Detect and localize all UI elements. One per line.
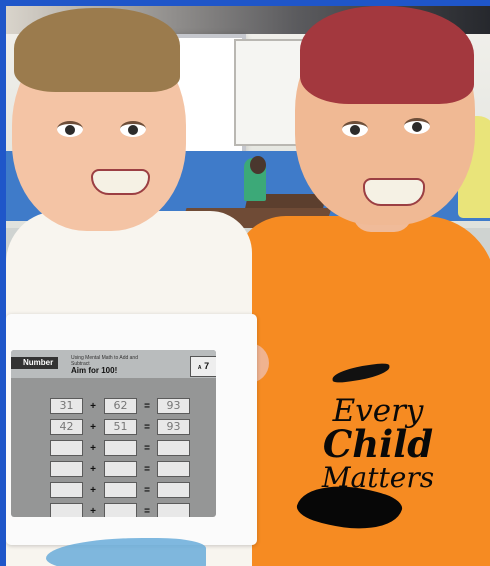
row-1-plus: + <box>90 401 96 412</box>
shirt-message <box>298 393 458 494</box>
row-1-left-cell: 31 <box>50 398 83 414</box>
row-5-plus: + <box>90 485 96 496</box>
classroom-photo <box>6 6 490 566</box>
worksheet-badge-letter: A <box>197 365 202 371</box>
row-4-plus: + <box>90 464 96 475</box>
worksheet-headline: Aim for 100! <box>71 366 118 375</box>
row-1-equals: = <box>144 401 150 412</box>
row-2-right-cell: 51 <box>104 419 137 435</box>
worksheet-section-title: Number <box>23 358 54 367</box>
row-3-right-cell <box>104 440 137 456</box>
right-child-left-eye <box>342 121 368 137</box>
row-5-right-cell <box>104 482 137 498</box>
row-1-result-cell: 93 <box>157 398 190 414</box>
row-2-left-cell: 42 <box>50 419 83 435</box>
row-3-result-cell <box>157 440 190 456</box>
row-6-equals: = <box>144 506 150 517</box>
shirt-message-line-2: Child <box>322 422 434 466</box>
row-4-left-cell <box>50 461 83 477</box>
row-4-right-cell <box>104 461 137 477</box>
row-5-left-cell <box>50 482 83 498</box>
row-3-left-cell <box>50 440 83 456</box>
row-3-equals: = <box>144 443 150 454</box>
right-child-right-eye <box>404 118 430 134</box>
left-child-hair <box>14 8 180 92</box>
row-2-plus: + <box>90 422 96 433</box>
row-6-result-cell <box>157 503 190 517</box>
left-child-right-eye <box>120 121 146 137</box>
shirt-message-line-3: Matters <box>321 461 435 494</box>
shirt-message-line-1: Every <box>332 393 424 429</box>
row-2-result-cell: 93 <box>157 419 190 435</box>
row-1-right-cell: 62 <box>104 398 137 414</box>
right-child-smile <box>363 178 425 206</box>
row-6-plus: + <box>90 506 96 517</box>
row-4-result-cell <box>157 461 190 477</box>
worksheet-instruction: Using Mental Math to Add and Subtract <box>71 355 138 367</box>
background-child-head <box>250 156 266 174</box>
row-4-equals: = <box>144 464 150 475</box>
row-5-result-cell <box>157 482 190 498</box>
math-worksheet <box>11 350 216 517</box>
left-child-left-eye <box>57 121 83 137</box>
row-5-equals: = <box>144 485 150 496</box>
row-6-left-cell <box>50 503 83 517</box>
worksheet-badge-number: 7 <box>204 361 210 371</box>
left-child-smile <box>91 169 150 195</box>
worksheet-badge <box>190 356 216 377</box>
right-child-hair <box>300 6 474 104</box>
row-3-plus: + <box>90 443 96 454</box>
row-6-right-cell <box>104 503 137 517</box>
row-2-equals: = <box>144 422 150 433</box>
